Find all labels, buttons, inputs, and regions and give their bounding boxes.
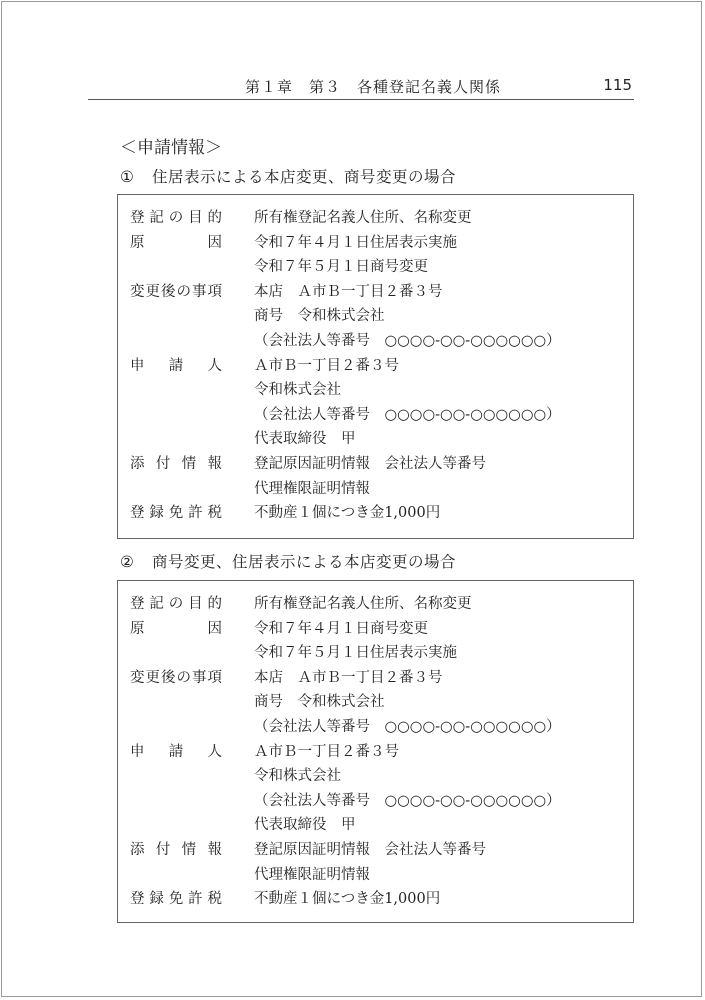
section-heading: ＜申請情報＞	[120, 138, 222, 158]
row-value: 令和７年４月１日住居表示実施	[254, 234, 457, 251]
row-label: 登 記 の 目 的	[130, 210, 222, 226]
info-row	[118, 641, 633, 665]
row-label: 添 付 情 報	[130, 456, 222, 472]
info-row	[118, 887, 633, 911]
row-value: 商号 令和株式会社	[254, 694, 385, 711]
row-value: 令和７年４月１日商号変更	[254, 620, 428, 637]
row-value: 令和７年５月１日住居表示実施	[254, 645, 457, 662]
info-row	[118, 617, 633, 641]
info-row	[118, 838, 633, 862]
info-row	[118, 813, 633, 837]
case-2-title	[120, 550, 456, 572]
case-title-text: 住居表示による本店変更、商号変更の場合	[152, 168, 457, 186]
row-value: 不動産１個につき金1,000円	[254, 891, 441, 908]
row-value: 不動産１個につき金1,000円	[254, 505, 441, 522]
case-number: ②	[120, 553, 135, 571]
info-row	[118, 280, 633, 304]
case-1-title	[120, 165, 456, 187]
header-title: 第１章 第３ 各種登記名義人関係	[245, 78, 502, 96]
row-label: 変 更 後 の 事 項	[130, 283, 222, 300]
row-value: 所有権登記名義人住所、名称変更	[254, 210, 472, 226]
info-row	[118, 231, 633, 255]
row-value: 令和株式会社	[254, 382, 341, 399]
row-value: （会社法人等番号 ○○○○-○○-○○○○○○）	[254, 406, 561, 423]
info-row	[118, 666, 633, 690]
row-value: 令和７年５月１日商号変更	[254, 259, 428, 276]
running-header	[88, 75, 634, 100]
info-row	[118, 764, 633, 788]
row-label: 原 因	[130, 620, 222, 637]
row-label: 登 録 免 許 税	[130, 891, 222, 908]
info-row	[118, 690, 633, 714]
info-row	[118, 477, 633, 501]
row-label: 申 請 人	[130, 357, 222, 374]
info-row	[118, 452, 633, 476]
row-label: 変 更 後 の 事 項	[130, 669, 222, 686]
row-value: 代理権限証明情報	[254, 480, 370, 497]
page-number: 115	[603, 76, 632, 94]
row-value: 本店 Ａ市Ｂ一丁目２番３号	[254, 669, 443, 686]
info-row	[118, 863, 633, 887]
info-row	[118, 255, 633, 279]
info-row	[118, 329, 633, 353]
info-row	[118, 354, 633, 378]
row-value: 商号 令和株式会社	[254, 308, 385, 325]
row-label: 登 記 の 目 的	[130, 596, 222, 612]
info-row	[118, 304, 633, 328]
application-info-box-2	[117, 580, 634, 923]
info-row	[118, 740, 633, 764]
row-label: 原 因	[130, 234, 222, 251]
info-row	[118, 789, 633, 813]
row-value: Ａ市Ｂ一丁目２番３号	[254, 357, 399, 374]
row-label: 登 録 免 許 税	[130, 505, 222, 522]
info-row	[118, 715, 633, 739]
row-value: （会社法人等番号 ○○○○-○○-○○○○○○）	[254, 333, 561, 349]
case-title-text: 商号変更、住居表示による本店変更の場合	[152, 553, 457, 571]
row-value: 登記原因証明情報 会社法人等番号	[254, 842, 486, 858]
application-info-box-1	[117, 194, 634, 539]
row-value: 代表取締役 甲	[254, 431, 356, 448]
row-value: 代理権限証明情報	[254, 866, 370, 883]
info-row	[118, 378, 633, 402]
info-row	[118, 403, 633, 427]
row-value: （会社法人等番号 ○○○○-○○-○○○○○○）	[254, 719, 561, 735]
row-value: 登記原因証明情報 会社法人等番号	[254, 456, 486, 472]
info-row	[118, 592, 633, 616]
row-value: 本店 Ａ市Ｂ一丁目２番３号	[254, 283, 443, 300]
info-row	[118, 501, 633, 525]
row-value: 令和株式会社	[254, 768, 341, 785]
row-value: Ａ市Ｂ一丁目２番３号	[254, 743, 399, 760]
row-label: 申 請 人	[130, 743, 222, 760]
row-label: 添 付 情 報	[130, 842, 222, 858]
info-row	[118, 206, 633, 230]
case-number: ①	[120, 168, 135, 186]
info-row	[118, 427, 633, 451]
row-value: （会社法人等番号 ○○○○-○○-○○○○○○）	[254, 792, 561, 809]
row-value: 所有権登記名義人住所、名称変更	[254, 596, 472, 612]
row-value: 代表取締役 甲	[254, 817, 356, 834]
